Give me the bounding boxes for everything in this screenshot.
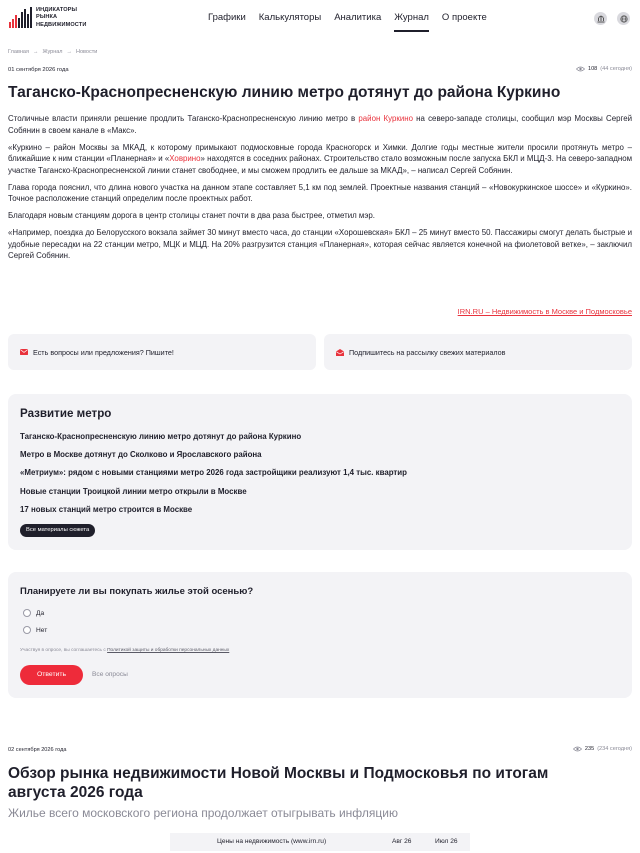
next-article-views — [573, 746, 632, 752]
logo-bars-icon — [8, 6, 34, 30]
paragraph-text: » находятся в соседних районах. Строительство стало возможным после запуска БКЛ и МЦД-3. На северо-западном участке Таганско-Краснопресненской линии станет свободнее, и мы сможем продлить ее дальше за МКАД», – написал Сергей Собянин. — [8, 154, 633, 175]
arrow-right-icon: → — [32, 49, 39, 55]
poll-option-no[interactable] — [23, 626, 47, 634]
mail-icon — [20, 349, 28, 355]
story-item[interactable]: Таганско-Краснопресненскую линию метро дотянут до района Куркино — [20, 432, 302, 441]
next-article-subtitle: Жилье всего московского региона продолжает отыгрывать инфляцию — [8, 806, 398, 820]
link-kurkino[interactable]: район Куркино — [358, 114, 413, 123]
feedback-cta-label: Есть вопросы или предложения? Пишите! — [33, 347, 174, 357]
site-logo[interactable] — [8, 6, 88, 30]
table-header-title: Цены на недвижимость (www.irn.ru) — [217, 838, 327, 845]
paragraph-text: «Куркино – район Москвы за МКАД, к которому примыкают подмосковные города Красногорск и Химки. Долгие годы местные жители просили протянуть метро – ближайшие к ним станции «Планерная» и « — [8, 142, 632, 163]
subscribe-cta-label: Подпишитесь на рассылку свежих материалов — [349, 347, 506, 357]
logo-line-1: ИНДИКАТОРЫ — [36, 7, 78, 13]
nav-about[interactable]: О проекте — [441, 12, 487, 23]
table-header-jul: Июл 26 — [435, 838, 458, 845]
eye-icon — [576, 66, 585, 72]
paragraph-text: на северо-западе столицы, сообщил мэр Москвы Сергей Собянин в своем канале в «Макс». — [8, 114, 632, 135]
nav-journal[interactable]: Журнал — [394, 12, 429, 23]
views-count: 108 — [587, 66, 598, 72]
source-link[interactable]: IRN.RU – Недвижимость в Москве и Подмосковье — [457, 307, 632, 316]
story-item[interactable]: Метро в Москве дотянут до Сколково и Ярославского района — [20, 450, 262, 460]
answer-button[interactable]: Ответить — [20, 665, 83, 685]
poll-note-text: Участвуя в опросе, вы соглашаетесь с — [20, 648, 108, 653]
nav-charts[interactable]: Графики — [208, 12, 246, 23]
prices-table-header — [170, 833, 470, 851]
subscribe-cta[interactable] — [324, 334, 632, 370]
breadcrumb — [8, 49, 97, 55]
next-article-date: 02 сентября 2026 года — [8, 747, 67, 753]
poll-box — [8, 572, 632, 698]
poll-question: Планируете ли вы покупать жилье этой осенью? — [20, 586, 254, 597]
breadcrumb-journal[interactable]: Журнал — [42, 49, 63, 55]
paragraph-text: Столичные власти приняли решение продлить Таганско-Краснопресненскую линию метро в — [8, 114, 359, 123]
feedback-cta[interactable] — [8, 334, 316, 370]
article-date: 01 сентября 2026 года — [8, 67, 69, 73]
poll-option-label: Да — [36, 609, 45, 617]
eye-icon — [573, 746, 582, 752]
story-item[interactable]: «Метриум»: рядом с новыми станциями метро 2026 года застройщики реализуют 1,4 тыс. квартир — [20, 468, 407, 478]
language-icon[interactable] — [617, 12, 630, 25]
story-list — [20, 432, 407, 523]
poll-option-label: Нет — [36, 626, 48, 634]
main-nav — [208, 12, 500, 23]
article-paragraph: Глава города пояснил, что длина нового участка на данном этапе составляет 5,1 км под землей. Проектные названия станций – «Новокуркинское шоссе» и «Куркино». Точное расположение станций определим после проектных работ. — [8, 182, 632, 203]
poll-option-yes[interactable] — [23, 609, 44, 617]
logo-line-2: РЫНКА — [36, 14, 58, 21]
story-item[interactable]: Новые станции Троицкой линии метро открыли в Москве — [20, 486, 247, 496]
story-title: Развитие метро — [20, 407, 112, 420]
article-paragraph — [8, 142, 632, 177]
article-views — [576, 66, 632, 72]
article-paragraph — [8, 113, 632, 136]
article-title: Таганско-Краснопресненскую линию метро дотянут до района Куркино — [8, 84, 561, 101]
table-header-aug: Авг 26 — [392, 838, 412, 845]
nav-calculators[interactable]: Калькуляторы — [258, 12, 322, 23]
story-box — [8, 394, 632, 550]
article-body — [8, 113, 632, 267]
all-polls-link[interactable]: Все опросы — [92, 671, 128, 678]
link-khovrino[interactable]: Ховрино — [169, 154, 201, 163]
radio-button[interactable] — [23, 609, 31, 617]
next-article-title[interactable]: Обзор рынка недвижимости Новой Москвы и Подмосковья по итогам августа 2026 года — [8, 765, 549, 801]
views-today: (44 сегодня) — [600, 66, 632, 72]
poll-consent-note — [20, 648, 229, 653]
site-header — [0, 0, 640, 38]
radio-button[interactable] — [23, 626, 31, 634]
envelope-open-icon — [336, 349, 344, 356]
logo-line-3: НЕДВИЖИМОСТИ — [36, 21, 87, 28]
views-today: (234 сегодня) — [597, 746, 632, 752]
article-paragraph: Благодаря новым станциям дорога в центр столицы станет почти в два раза быстрее, отметил мэр. — [8, 211, 375, 220]
privacy-policy-link[interactable]: Политикой защиты и обработки персональных данных — [107, 648, 230, 653]
breadcrumb-home[interactable]: Главная — [8, 49, 29, 55]
article-paragraph: «Например, поездка до Белорусского вокзала займет 30 минут вместо часа, до станции «Хорошевская» БКЛ – 25 минут вместо 50. Пассажиры смогут делать быстрые и удобные пересадки на 22 станции метро, МЦК и МЦД. На 20% разгрузится станция «Планерная», которая сейчас является конечной на фиолетовой ветке», – заключил Сергей Собянин. — [8, 228, 632, 260]
story-item[interactable]: 17 новых станций метро строится в Москве — [20, 504, 193, 514]
breadcrumb-news[interactable]: Новости — [76, 49, 98, 55]
arrow-right-icon: → — [66, 49, 73, 55]
views-count: 235 — [584, 746, 595, 752]
bank-icon[interactable] — [594, 12, 607, 25]
all-story-materials-button[interactable]: Все материалы сюжета — [20, 524, 95, 537]
nav-analytics[interactable]: Аналитика — [334, 12, 382, 23]
